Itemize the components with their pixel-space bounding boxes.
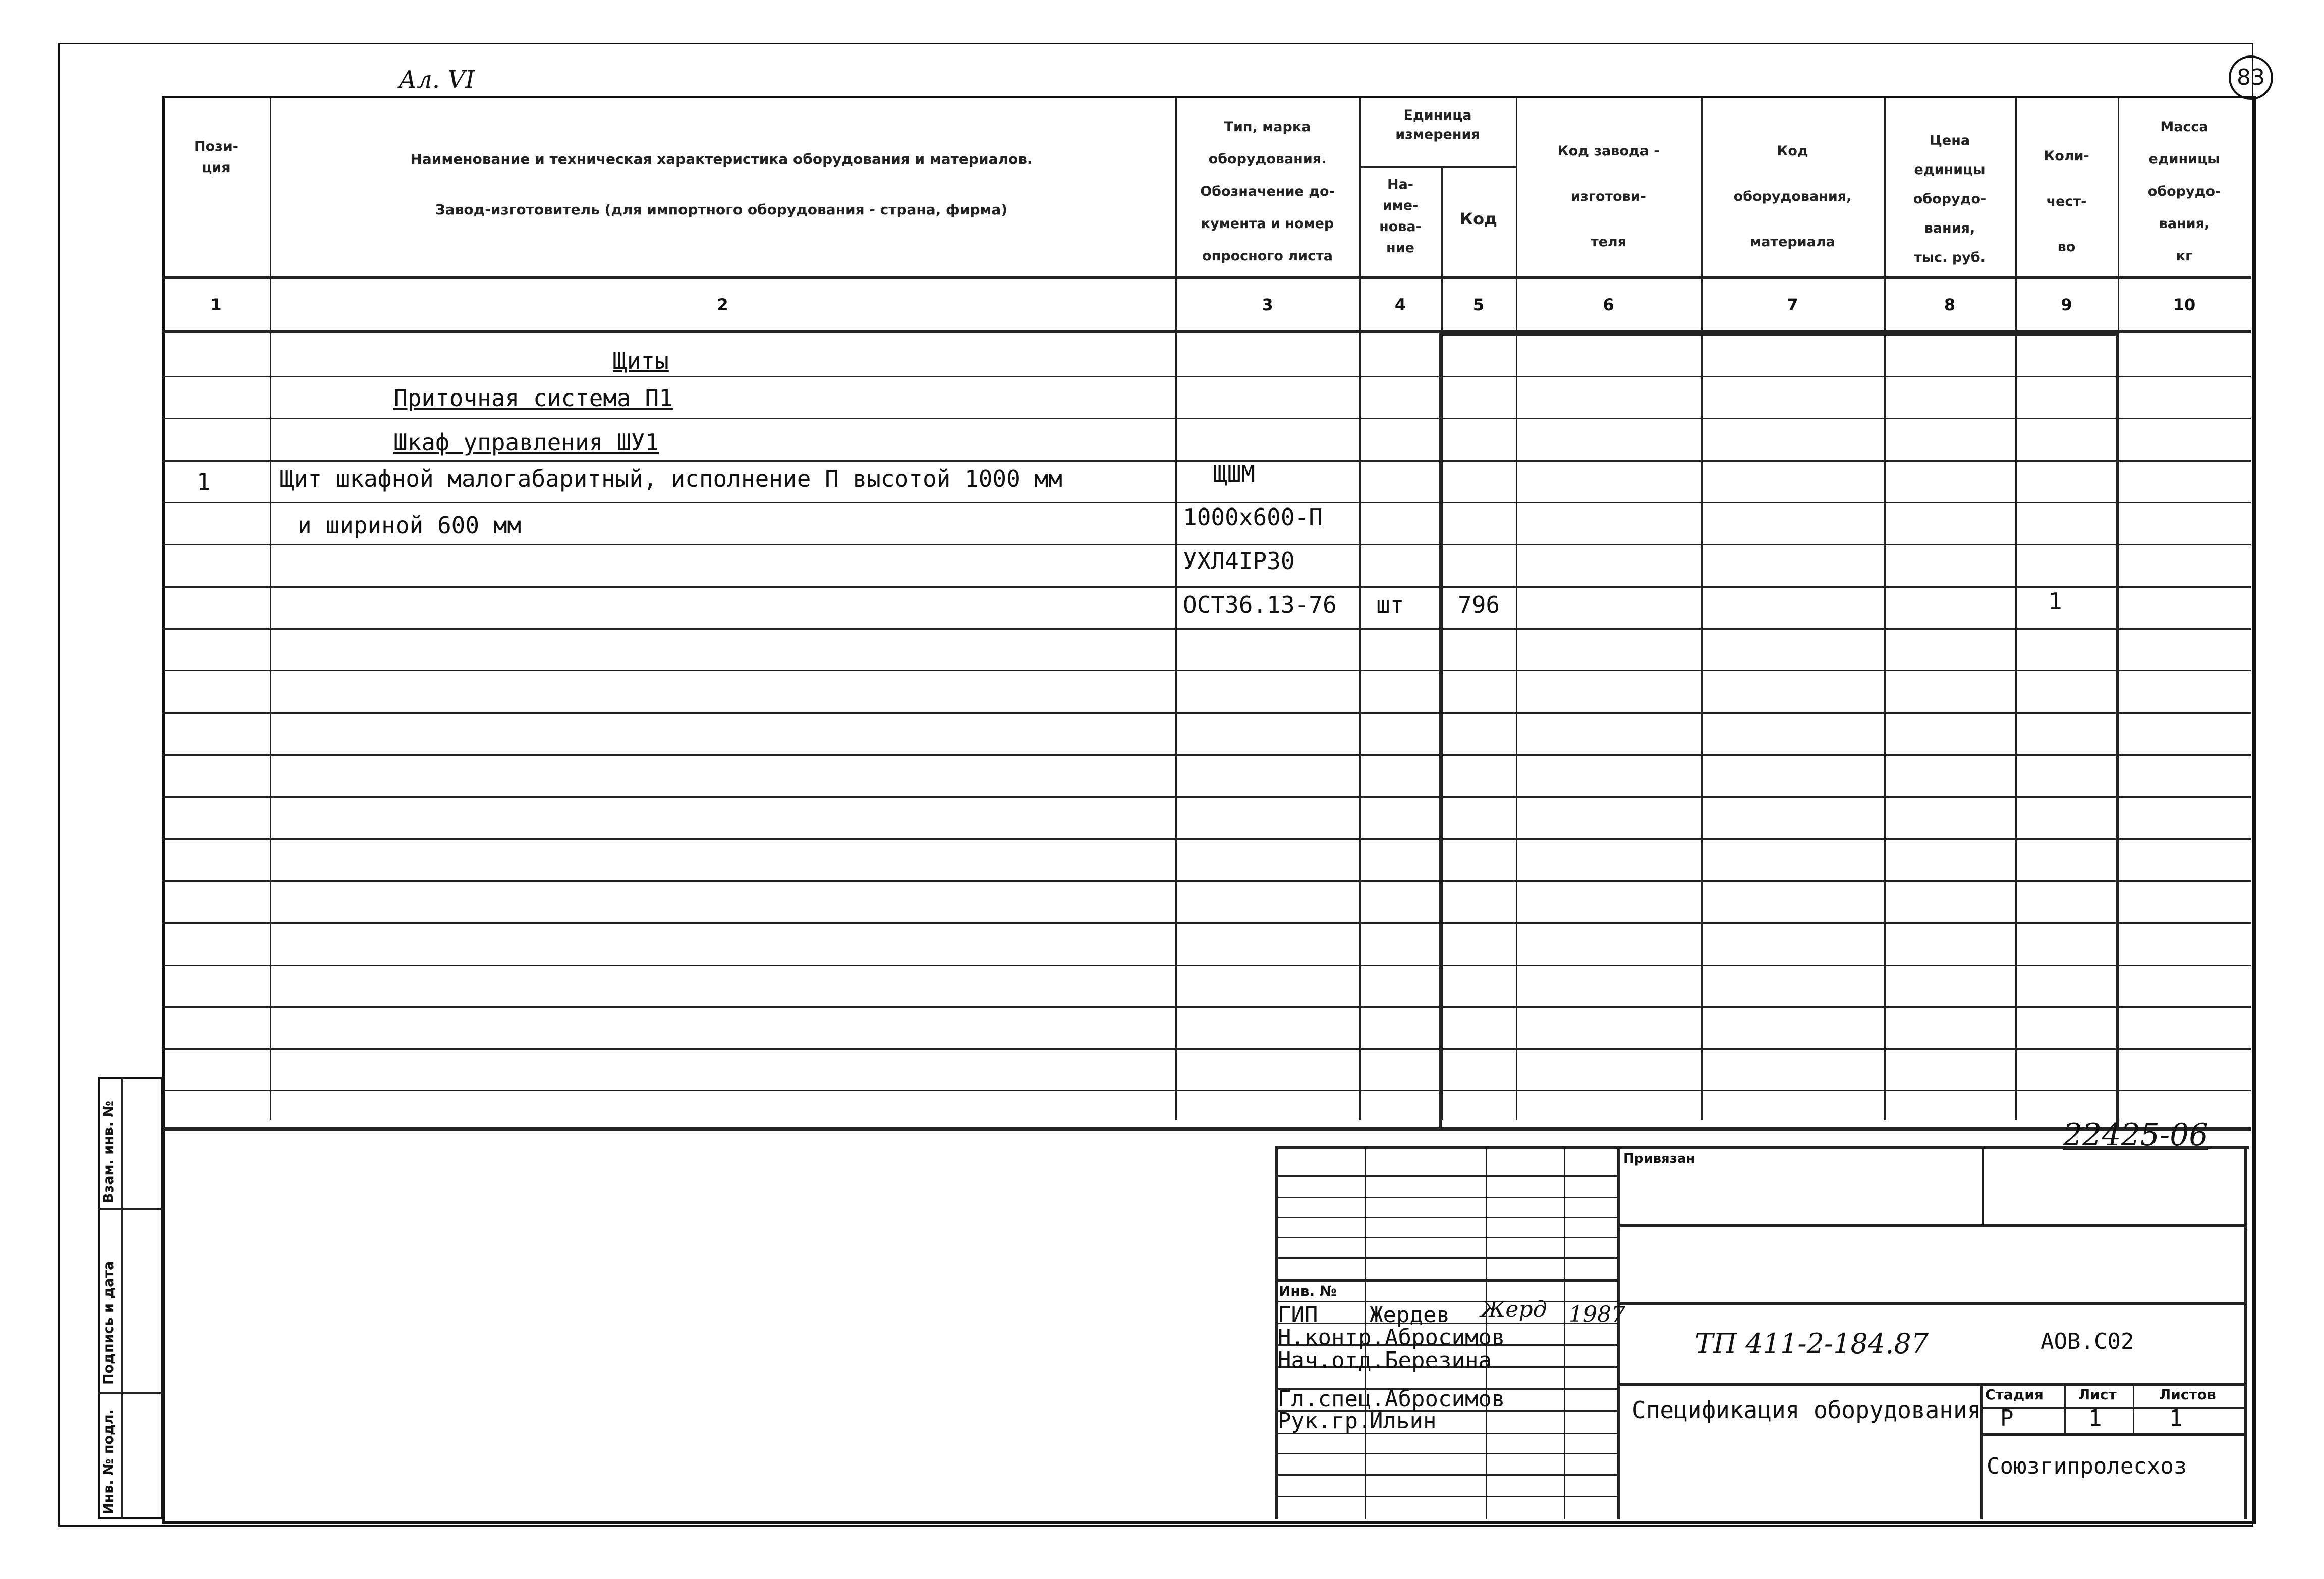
stage-value: Р <box>2000 1405 2014 1431</box>
page-number <box>2229 55 2273 100</box>
colnum-6: 6 <box>1603 295 1614 314</box>
header-unit-code: Код <box>1460 209 1497 229</box>
signer-name: Абросимов <box>1385 1325 1505 1350</box>
header-position: Пози- ция <box>194 139 238 176</box>
colnum-1: 1 <box>210 295 222 314</box>
signer-role: Рук.гр. <box>1278 1408 1372 1434</box>
side-stamp-original-inv: Инв. № подл. <box>101 1409 117 1514</box>
bound-label: Привязан <box>1623 1151 1695 1166</box>
row-name: и шириной 600 мм <box>298 512 522 539</box>
row-unit-code: 796 <box>1458 591 1500 618</box>
row-position: 1 <box>197 468 211 495</box>
colnum-10: 10 <box>2173 295 2196 314</box>
row-quantity: 1 <box>2048 588 2062 615</box>
header-plant-code: Код завода - изготови- теля <box>1557 143 1660 250</box>
row-type: УХЛ4IР30 <box>1183 547 1295 575</box>
page-number-text: 83 <box>2237 65 2265 90</box>
inv-label: Инв. № <box>1279 1283 1337 1300</box>
signer-name: Березина <box>1385 1347 1492 1373</box>
header-name-line1: Наименование и техническая характеристика оборудования и материалов. <box>410 151 1033 167</box>
header-name-line2: Завод-изготовитель (для импортного оборудования - страна, фирма) <box>435 201 1008 218</box>
sheets-label: Листов <box>2159 1386 2216 1403</box>
signer-signature: Жерд <box>1481 1296 1547 1322</box>
header-mass: Масса единицы оборудо- вания, кг <box>2147 119 2221 264</box>
organization-name: Союзгипролесхоз <box>1987 1453 2187 1479</box>
colnum-4: 4 <box>1394 295 1406 314</box>
row-name: Щиты <box>613 347 669 374</box>
signer-date: 1987 <box>1569 1302 1625 1327</box>
signer-name: Ильин <box>1370 1408 1437 1434</box>
row-type: ЩШМ <box>1213 460 1256 487</box>
signer-role: Н.контр. <box>1278 1325 1385 1350</box>
colnum-9: 9 <box>2061 295 2072 314</box>
row-name: Приточная система П1 <box>393 384 673 412</box>
colnum-3: 3 <box>1262 295 1273 314</box>
row-unit: шт <box>1376 591 1404 618</box>
colnum-7: 7 <box>1787 295 1798 314</box>
side-stamp-signature-date: Подпись и дата <box>101 1261 117 1385</box>
sheet-marker: Ал. VI <box>399 66 475 94</box>
header-quantity: Коли- чест- во <box>2044 148 2089 255</box>
signer-role: Нач.отд. <box>1278 1347 1385 1373</box>
row-name: Шкаф управления ШУ1 <box>393 429 659 456</box>
colnum-5: 5 <box>1472 295 1485 314</box>
header-price: Цена единицы оборудо- вания, тыс. руб. <box>1913 133 1987 265</box>
signer-role: ГИП <box>1278 1302 1318 1328</box>
sheet-code: АОВ.С02 <box>2040 1329 2134 1355</box>
signer-name: Жердев <box>1370 1302 1450 1328</box>
project-code: ТП 411-2-184.87 <box>1695 1328 1929 1360</box>
colnum-8: 8 <box>1944 295 1956 314</box>
signer-name: Абросимов <box>1385 1386 1505 1412</box>
row-name: Щит шкафной малогабаритный, исполнение П высотой 1000 мм <box>280 465 1062 492</box>
sheets-value: 1 <box>2169 1405 2183 1431</box>
stage-label: Стадия <box>1985 1386 2044 1403</box>
header-type: Тип, марка оборудования. Обозначение до- кумента и номер опросного листа <box>1200 119 1335 264</box>
sheet-label: Лист <box>2078 1386 2117 1403</box>
colnum-2: 2 <box>717 295 728 314</box>
signer-role: Гл.спец. <box>1278 1386 1385 1412</box>
document-title: Спецификация оборудования <box>1632 1396 1981 1424</box>
sheet-value: 1 <box>2088 1405 2102 1431</box>
header-equipment-code: Код оборудования, материала <box>1733 143 1852 250</box>
row-type: 1000х600-П <box>1183 503 1323 531</box>
header-unit-group: Единица измерения <box>1395 107 1480 142</box>
document-number: 22425-06 <box>2063 1117 2208 1153</box>
header-unit-name: На- име- нова- ние <box>1379 177 1422 256</box>
row-type: ОСТ36.13-76 <box>1183 591 1337 618</box>
side-stamp-replaced-inv: Взам. инв. № <box>101 1100 117 1203</box>
